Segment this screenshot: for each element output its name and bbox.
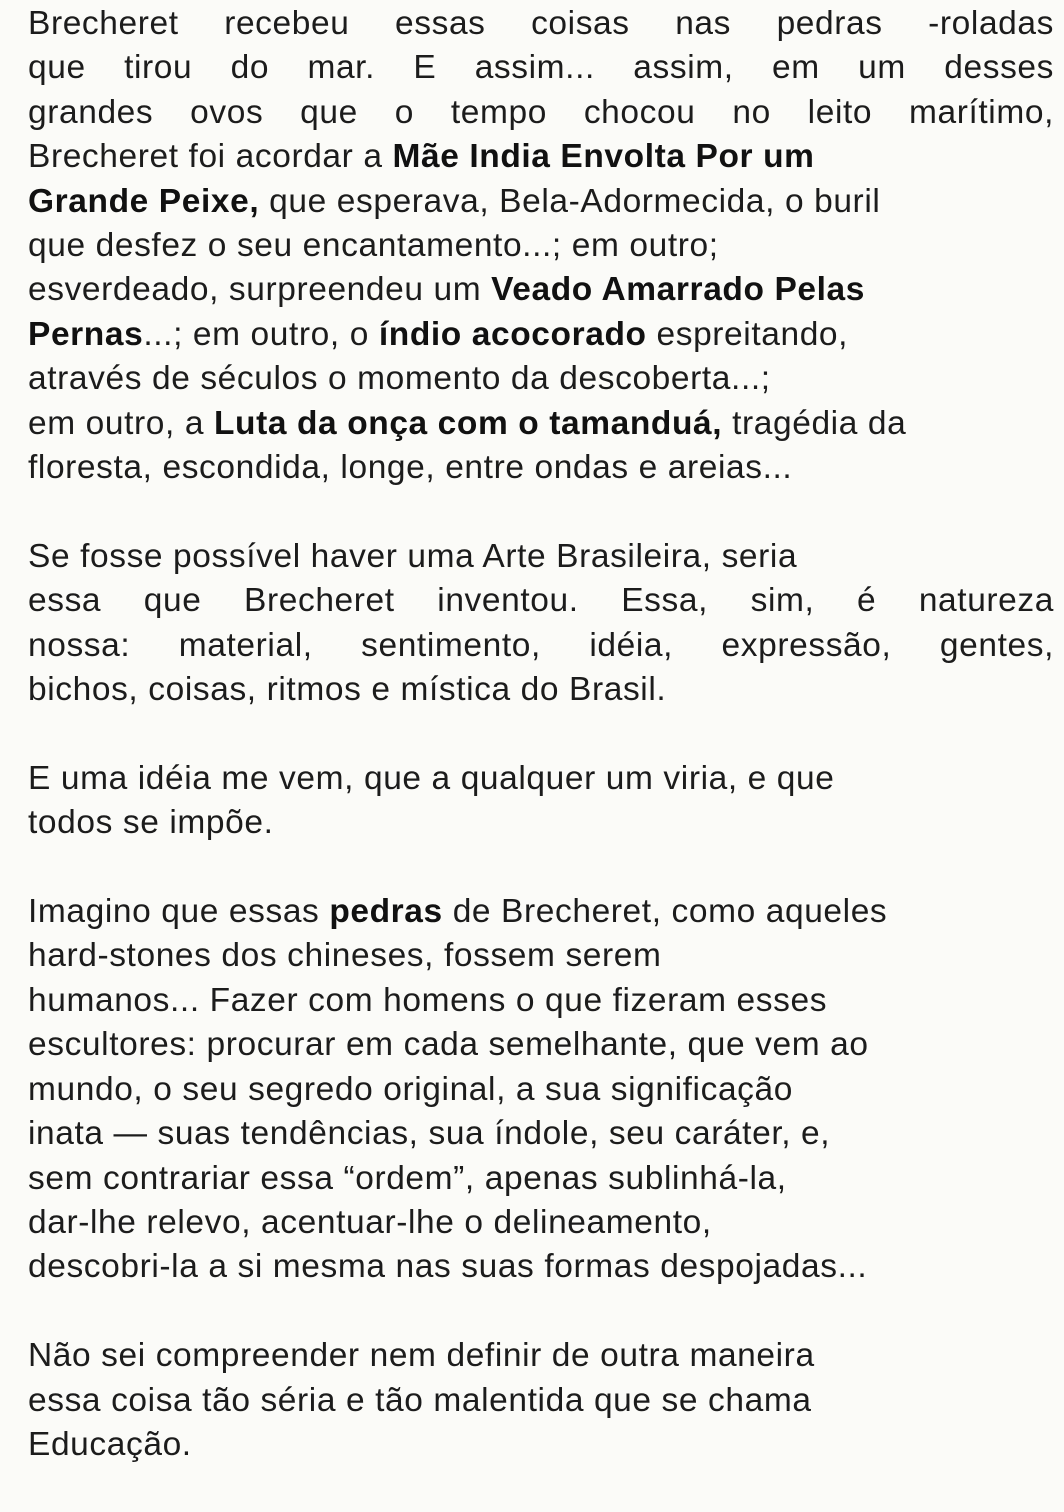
text-line: que desfez o seu encantamento...; em outro; [28,227,719,265]
text-run: que esperava, Bela-Adormecida, o buril [259,182,881,220]
text-line [28,268,1054,312]
text-line: descobri-la a si mesma nas suas formas despojadas... [28,1248,868,1286]
text-line: grandes ovos que o tempo chocou no leito marítimo, [28,93,1054,131]
artwork-title: Veado Amarrado Pelas [491,271,865,309]
text-line: todos se impõe. [28,804,274,842]
text-line [28,313,1054,357]
text-line: inata — suas tendências, sua índole, seu caráter, e, [28,1115,831,1153]
text-line: Educação. [28,1425,192,1463]
artwork-title: Pernas [28,315,144,353]
text-line: que tirou do mar. E assim... assim, em um desses [28,49,1054,87]
text-line: através de séculos o momento da descoberta...; [28,360,771,398]
text-line: Brecheret recebeu essas coisas nas pedras -roladas [28,5,1054,42]
paragraph-3 [28,757,1054,846]
text-run: esverdeado, surpreendeu um [28,271,492,309]
text-line: essa coisa tão séria e tão malentida que se chama [28,1381,812,1419]
text-line: E uma idéia me vem, que a qualquer um viria, e que [28,759,835,797]
text-line: mundo, o seu segredo original, a sua significação [28,1070,793,1108]
text-run: em outro, a [28,404,214,442]
text-line [28,135,1054,179]
text-line [28,180,1054,224]
artwork-title: Mãe India Envolta Por um [392,138,815,176]
paragraph-1 [28,2,1054,490]
text-run: Imagino que essas [28,893,330,931]
text-line: sem contrariar essa “ordem”, apenas sublinhá-la, [28,1159,787,1197]
text-line: floresta, escondida, longe, entre ondas e areias... [28,449,793,487]
text-run: de Brecheret, como aqueles [442,893,888,931]
artwork-title: Luta da onça com o tamanduá, [213,404,723,442]
text-run: tragédia da [722,404,907,442]
paragraph-2 [28,535,1054,713]
artwork-title: índio acocorado [378,315,647,353]
text-line: hard-stones dos chineses, fossem serem [28,937,662,975]
text-line: essa que Brecheret inventou. Essa, sim, é natureza [28,582,1054,620]
paragraph-5 [28,1334,1054,1467]
text-line [28,402,1054,446]
text-run: Brecheret foi acordar a [28,138,393,176]
text-line: Não sei compreender nem definir de outra maneira [28,1337,815,1375]
artwork-title: Grande Peixe, [28,182,260,220]
text-run: espreitando, [646,315,849,353]
text-line: escultores: procurar em cada semelhante, que vem ao [28,1026,869,1064]
text-line [28,890,1054,934]
text-line: dar-lhe relevo, acentuar-lhe o delineamento, [28,1203,712,1241]
text-line: Se fosse possível haver uma Arte Brasileira, seria [28,537,798,575]
text-line: bichos, coisas, ritmos e mística do Brasil. [28,671,667,709]
emphasis-word: pedras [329,893,443,931]
text-line: nossa: material, sentimento, idéia, expressão, gentes, [28,626,1054,664]
document-page [28,2,1054,1512]
text-run: ...; em outro, o [143,315,379,353]
paragraph-4 [28,890,1054,1290]
text-line: humanos... Fazer com homens o que fizeram esses [28,981,828,1019]
